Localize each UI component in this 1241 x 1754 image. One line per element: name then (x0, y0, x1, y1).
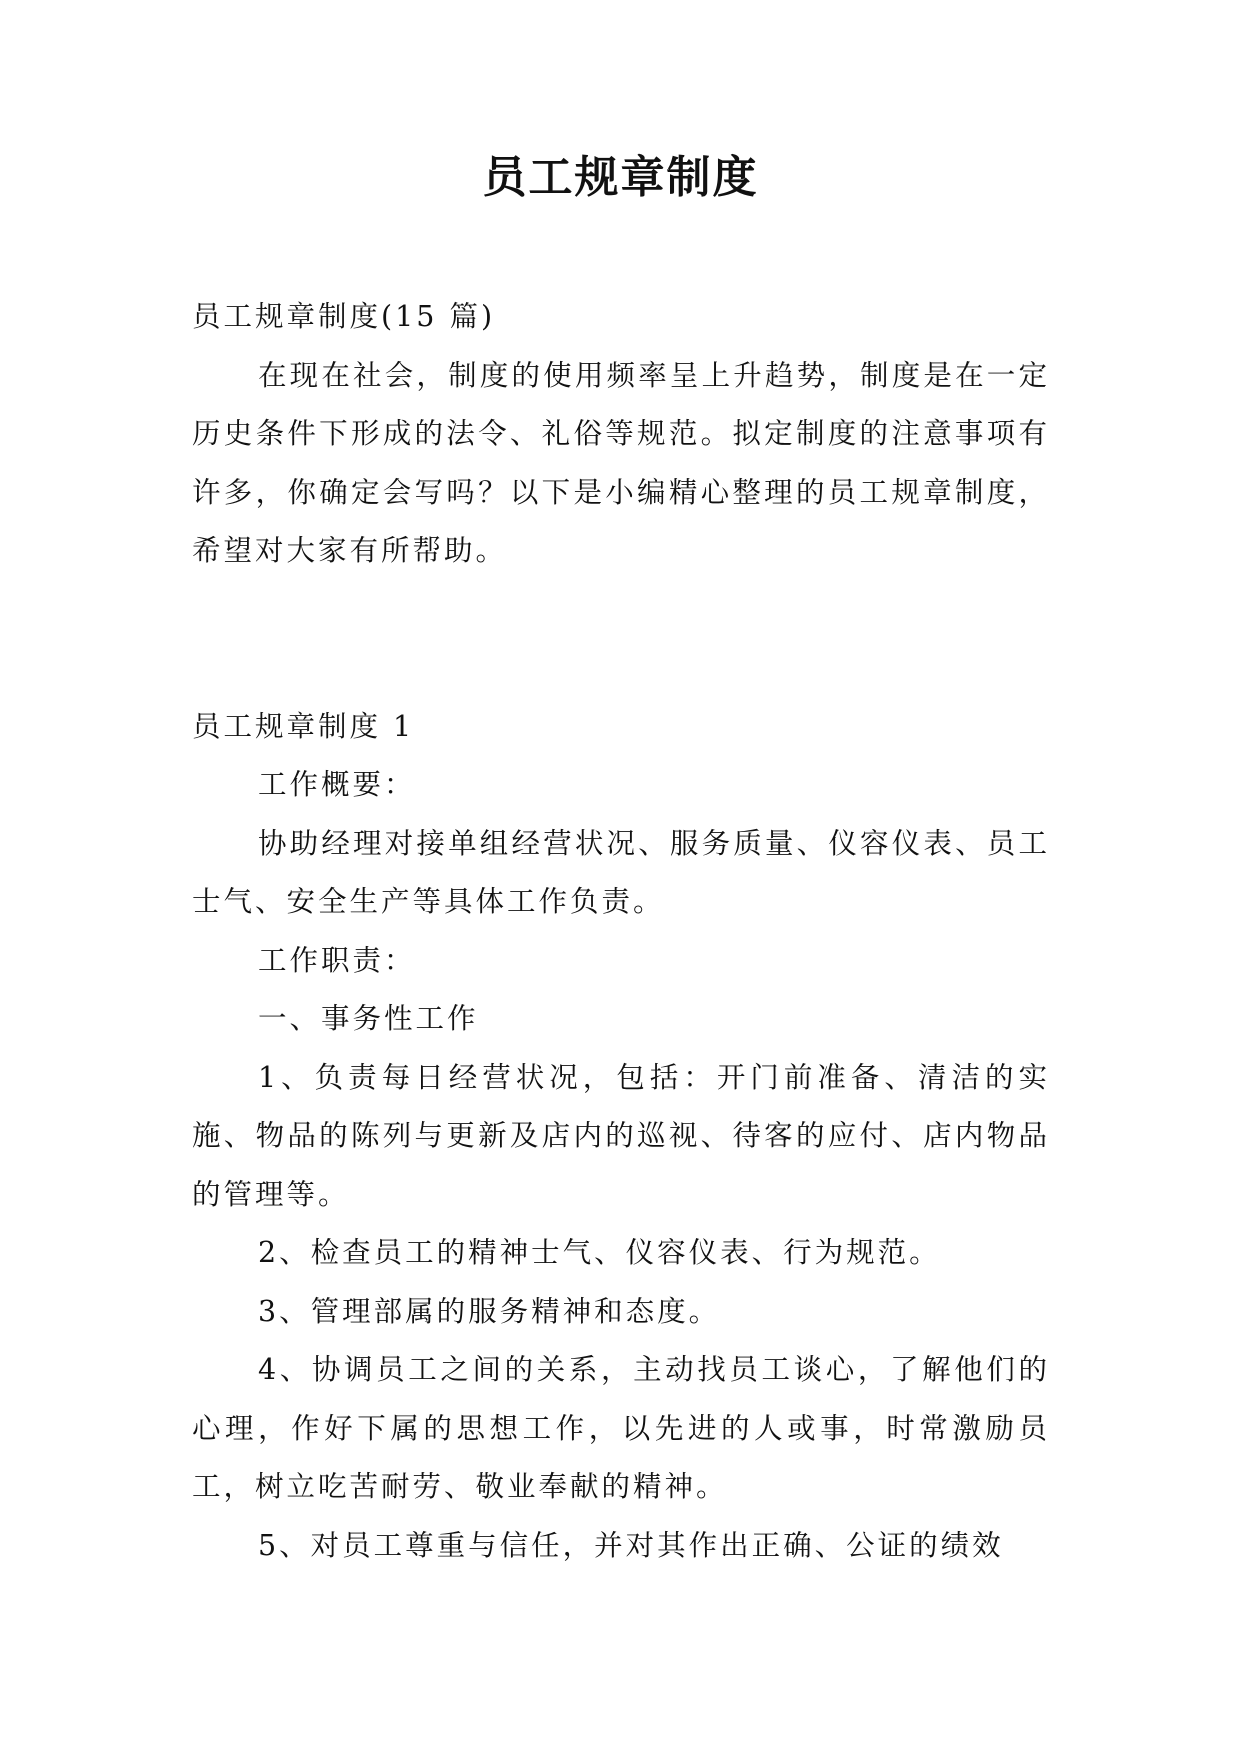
document-body (192, 288, 1050, 1575)
section-spacer (192, 581, 1050, 698)
section-heading: 员工规章制度 1 (192, 709, 415, 743)
duties-category: 一、事务性工作 (258, 1002, 479, 1035)
duty-item-4: 4、协调员工之间的关系，主动找员工谈心，了解他们的心理，作好下属的思想工作，以先进的人或事，时常激励员工，树立吃苦耐劳、敬业奉献的精神。 (192, 1353, 1050, 1503)
duty-item-3: 3、管理部属的服务精神和态度。 (258, 1294, 721, 1328)
page-title: 员工规章制度 (482, 152, 759, 203)
duty-item-5: 5、对员工尊重与信任，并对其作出正确、公证的绩效 (258, 1528, 1004, 1562)
overview-paragraph: 协助经理对接单组经营状况、服务质量、仪容仪表、员工士气、安全生产等具体工作负责。 (192, 826, 1050, 918)
overview-label: 工作概要： (258, 768, 416, 801)
document-subtitle: 员工规章制度(15 篇) (192, 300, 496, 333)
intro-paragraph: 在现在社会，制度的使用频率呈上升趋势，制度是在一定历史条件下形成的法令、礼俗等规范。拟定制度的注意事项有许多，你确定会写吗？以下是小编精心整理的员工规章制度，希望对大家有所帮助。 (192, 358, 1050, 567)
duty-item-1: 1、负责每日经营状况，包括：开门前准备、清洁的实施、物品的陈列与更新及店内的巡视、待客的应付、店内物品的管理等。 (192, 1060, 1050, 1211)
duty-item-2: 2、检查员工的精神士气、仪容仪表、行为规范。 (258, 1236, 941, 1269)
duties-label: 工作职责： (258, 943, 416, 977)
